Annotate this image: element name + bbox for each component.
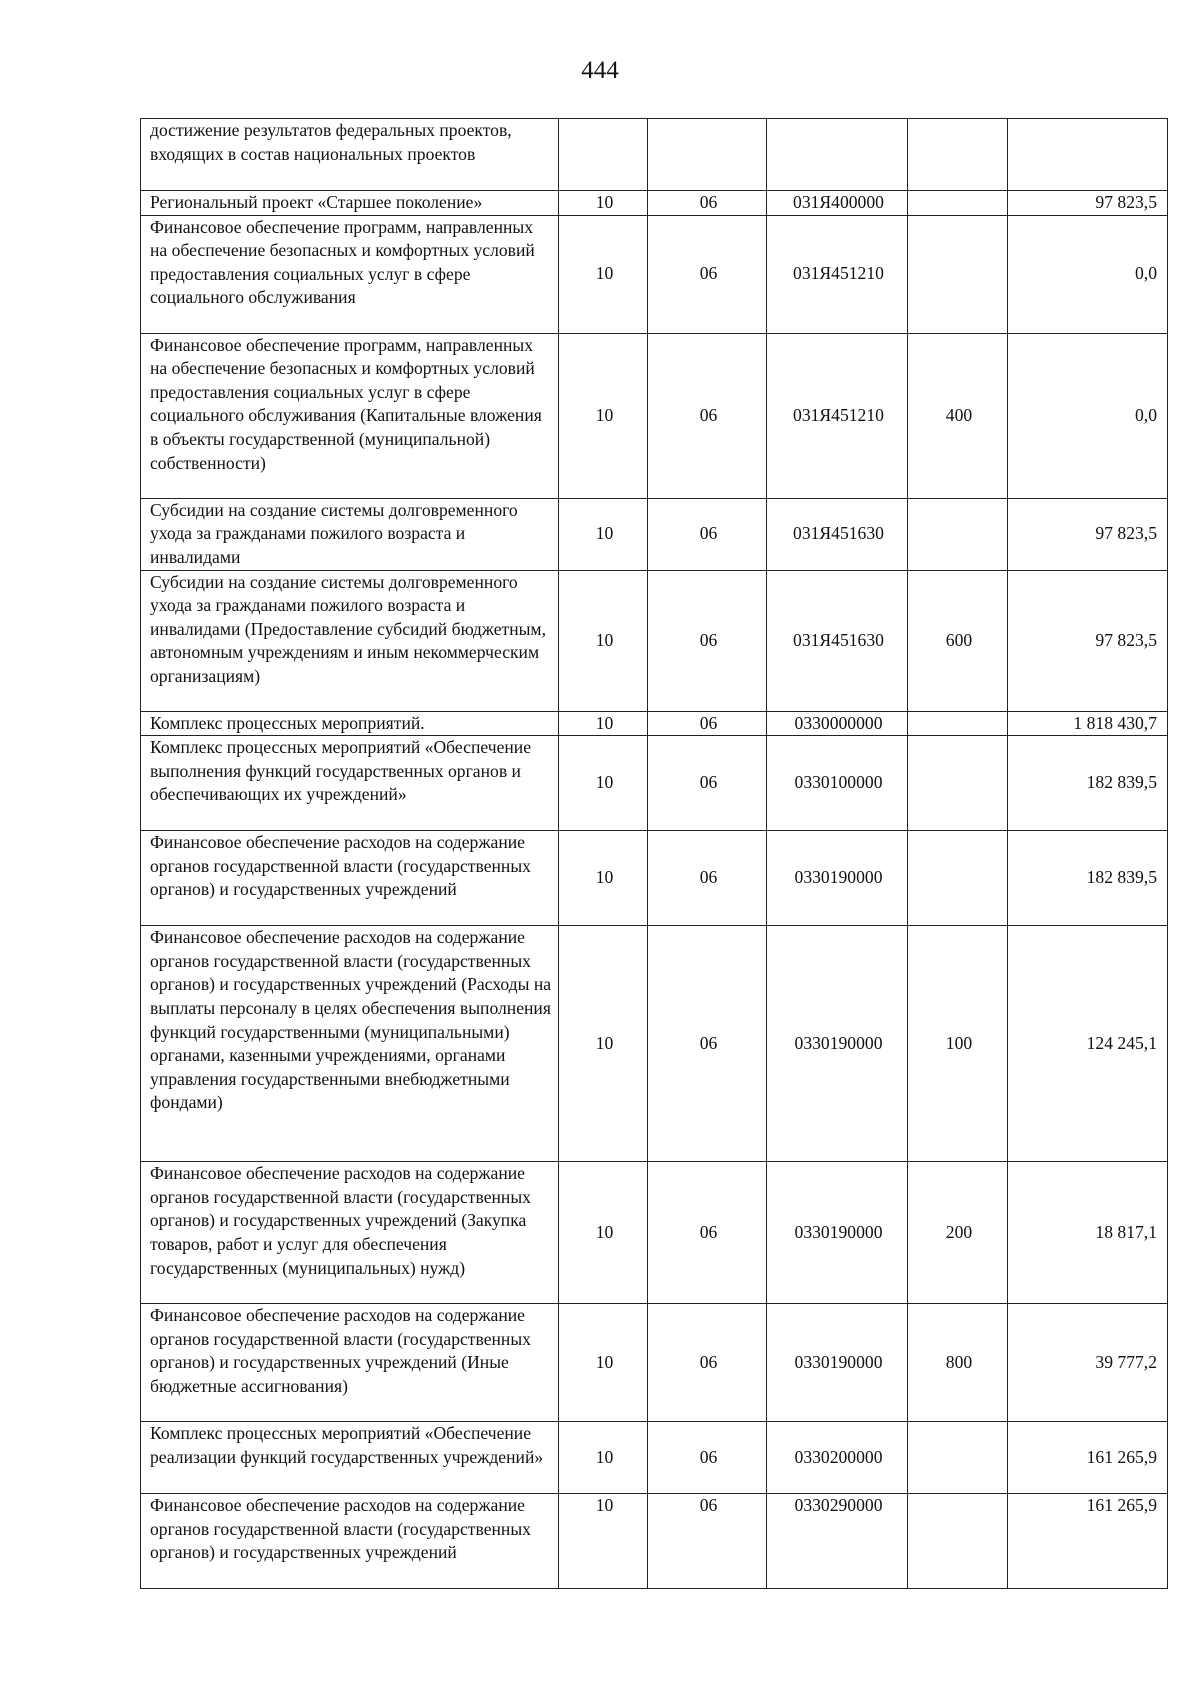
target-code-cell	[767, 119, 908, 191]
expense-type-cell	[908, 498, 1008, 570]
table-row	[141, 736, 1168, 831]
section-cell: 10	[559, 736, 648, 831]
table-row	[141, 570, 1168, 711]
table-row	[141, 1494, 1168, 1589]
subsection-cell: 06	[648, 191, 767, 216]
section-cell: 10	[559, 1422, 648, 1494]
row-name-cell: Комплекс процессных мероприятий.	[141, 711, 559, 736]
amount-cell: 0,0	[1008, 215, 1168, 333]
subsection-cell: 06	[648, 570, 767, 711]
table-row	[141, 191, 1168, 216]
subsection-cell: 06	[648, 926, 767, 1162]
row-name-cell: Финансовое обеспечение расходов на содержание органов государственной власти (государственных органов) и государственных учреждений (Иные бюджетные ассигнования)	[141, 1304, 559, 1422]
amount-cell: 182 839,5	[1008, 736, 1168, 831]
row-name-cell: Финансовое обеспечение программ, направленных на обеспечение безопасных и комфортных условий предоставления социальных услуг в сфере социального обслуживания (Капитальные вложения в объекты государственной (муниципальной) собственности)	[141, 333, 559, 498]
subsection-cell: 06	[648, 333, 767, 498]
target-code-cell: 0330190000	[767, 926, 908, 1162]
section-cell: 10	[559, 498, 648, 570]
table-row	[141, 926, 1168, 1162]
section-cell: 10	[559, 570, 648, 711]
section-cell	[559, 119, 648, 191]
table-row	[141, 333, 1168, 498]
budget-table	[140, 118, 1168, 1589]
target-code-cell: 031Я400000	[767, 191, 908, 216]
amount-cell	[1008, 119, 1168, 191]
row-name-cell: Финансовое обеспечение расходов на содержание органов государственной власти (государственных органов) и государственных учреждений	[141, 831, 559, 926]
subsection-cell: 06	[648, 711, 767, 736]
target-code-cell: 031Я451210	[767, 333, 908, 498]
expense-type-cell	[908, 119, 1008, 191]
target-code-cell: 0330100000	[767, 736, 908, 831]
target-code-cell: 031Я451630	[767, 570, 908, 711]
expense-type-cell	[908, 191, 1008, 216]
section-cell: 10	[559, 333, 648, 498]
expense-type-cell	[908, 215, 1008, 333]
expense-type-cell: 200	[908, 1162, 1008, 1304]
target-code-cell: 0330190000	[767, 831, 908, 926]
target-code-cell: 0330190000	[767, 1304, 908, 1422]
target-code-cell: 0330000000	[767, 711, 908, 736]
amount-cell: 0,0	[1008, 333, 1168, 498]
expense-type-cell	[908, 831, 1008, 926]
amount-cell: 97 823,5	[1008, 570, 1168, 711]
section-cell: 10	[559, 831, 648, 926]
amount-cell: 124 245,1	[1008, 926, 1168, 1162]
table-row	[141, 498, 1168, 570]
target-code-cell: 031Я451210	[767, 215, 908, 333]
subsection-cell: 06	[648, 498, 767, 570]
table-row	[141, 119, 1168, 191]
amount-cell: 161 265,9	[1008, 1494, 1168, 1589]
amount-cell: 182 839,5	[1008, 831, 1168, 926]
expense-type-cell: 100	[908, 926, 1008, 1162]
subsection-cell: 06	[648, 1162, 767, 1304]
row-name-cell: Финансовое обеспечение расходов на содержание органов государственной власти (государственных органов) и государственных учреждений (Расходы на выплаты персоналу в целях обеспечения выполнения функций государственными (муниципальными) органами, казенными учреждениями, органами управления государственными внебюджетными фондами)	[141, 926, 559, 1162]
subsection-cell: 06	[648, 736, 767, 831]
row-name-cell: Субсидии на создание системы долговременного ухода за гражданами пожилого возраста и инвалидами	[141, 498, 559, 570]
row-name-cell: Финансовое обеспечение расходов на содержание органов государственной власти (государственных органов) и государственных учреждений	[141, 1494, 559, 1589]
subsection-cell: 06	[648, 1304, 767, 1422]
subsection-cell: 06	[648, 215, 767, 333]
amount-cell: 39 777,2	[1008, 1304, 1168, 1422]
page-number: 444	[581, 57, 619, 84]
row-name-cell: Финансовое обеспечение расходов на содержание органов государственной власти (государственных органов) и государственных учреждений (Закупка товаров, работ и услуг для обеспечения государственных (муниципальных) нужд)	[141, 1162, 559, 1304]
row-name-cell: Комплекс процессных мероприятий «Обеспечение выполнения функций государственных органов и обеспечивающих их учреждений»	[141, 736, 559, 831]
amount-cell: 1 818 430,7	[1008, 711, 1168, 736]
table-row	[141, 831, 1168, 926]
subsection-cell: 06	[648, 1422, 767, 1494]
row-name-cell: Региональный проект «Старшее поколение»	[141, 191, 559, 216]
section-cell: 10	[559, 926, 648, 1162]
expense-type-cell: 400	[908, 333, 1008, 498]
table-row	[141, 1304, 1168, 1422]
amount-cell: 97 823,5	[1008, 498, 1168, 570]
row-name-cell: достижение результатов федеральных проектов, входящих в состав национальных проектов	[141, 119, 559, 191]
row-name-cell: Комплекс процессных мероприятий «Обеспечение реализации функций государственных учреждений»	[141, 1422, 559, 1494]
expense-type-cell	[908, 1422, 1008, 1494]
subsection-cell: 06	[648, 1494, 767, 1589]
section-cell: 10	[559, 1494, 648, 1589]
expense-type-cell: 600	[908, 570, 1008, 711]
amount-cell: 161 265,9	[1008, 1422, 1168, 1494]
table-row	[141, 711, 1168, 736]
subsection-cell: 06	[648, 831, 767, 926]
section-cell: 10	[559, 215, 648, 333]
expense-type-cell: 800	[908, 1304, 1008, 1422]
target-code-cell: 0330190000	[767, 1162, 908, 1304]
section-cell: 10	[559, 1162, 648, 1304]
target-code-cell: 031Я451630	[767, 498, 908, 570]
expense-type-cell	[908, 711, 1008, 736]
amount-cell: 97 823,5	[1008, 191, 1168, 216]
amount-cell: 18 817,1	[1008, 1162, 1168, 1304]
subsection-cell	[648, 119, 767, 191]
table-row	[141, 1422, 1168, 1494]
section-cell: 10	[559, 1304, 648, 1422]
row-name-cell: Финансовое обеспечение программ, направленных на обеспечение безопасных и комфортных условий предоставления социальных услуг в сфере социального обслуживания	[141, 215, 559, 333]
expense-type-cell	[908, 736, 1008, 831]
table-row	[141, 215, 1168, 333]
table-row	[141, 1162, 1168, 1304]
target-code-cell: 0330290000	[767, 1494, 908, 1589]
expense-type-cell	[908, 1494, 1008, 1589]
row-name-cell: Субсидии на создание системы долговременного ухода за гражданами пожилого возраста и инвалидами (Предоставление субсидий бюджетным, автономным учреждениям и иным некоммерческим организациям)	[141, 570, 559, 711]
target-code-cell: 0330200000	[767, 1422, 908, 1494]
section-cell: 10	[559, 711, 648, 736]
section-cell: 10	[559, 191, 648, 216]
